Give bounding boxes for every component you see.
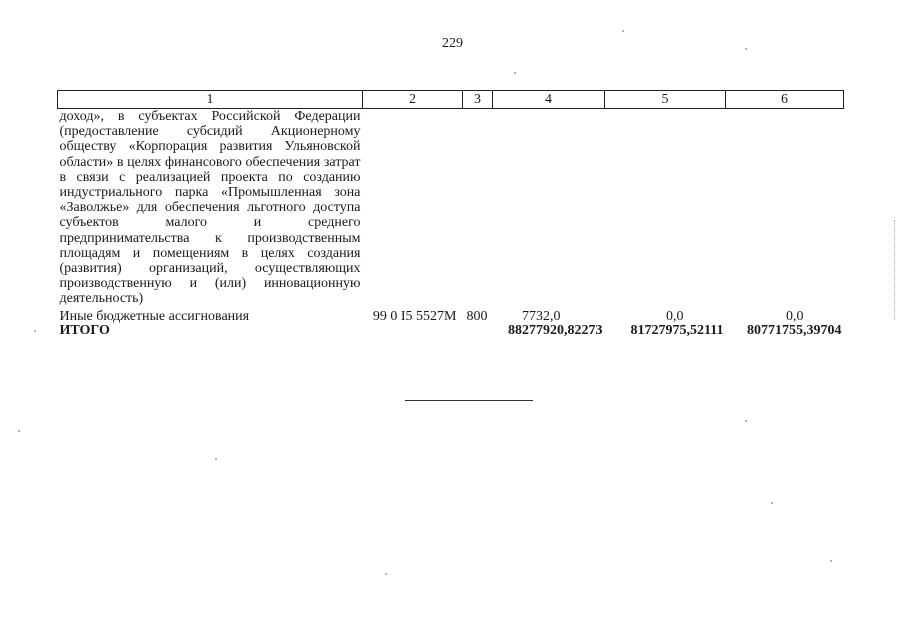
scan-speck [18,430,20,432]
total-year-3: 80771755,39704 [747,322,842,338]
row-label: Иные бюджетные ассигнования [59,308,250,324]
total-year-1: 88277920,82273 [508,322,603,338]
value-year-2: 0,0 [666,308,684,324]
value-year-3: 0,0 [786,308,804,324]
scan-speck [745,420,747,422]
scan-speck [385,573,387,575]
description-row [58,109,844,307]
total-year-2: 81727975,52111 [630,322,724,338]
target-code: 99 0 I5 5527M [372,308,457,324]
table-row [58,307,844,324]
end-divider [405,400,533,401]
column-header-3: 3 [463,91,493,109]
budget-table [57,90,844,338]
column-header-4: 4 [493,91,605,109]
column-number-row [58,91,844,109]
column-header-1: 1 [58,91,363,109]
description-text: доход», в субъектах Российской Федерации (предоставление субсидий Акционерному обществу «Корпорация развития Ульяновской области» в целях финансового обеспечения затрат в связи с реализацией проекта по созданию индустриального парка «Промышленная зона «Заволжье» для обеспечения льготного доступа субъектов малого и среднего предпринимательства к производственным площадям и помещениям в целях создания (развития) организаций, осуществляющих производственную и (или) инновационную деятельность) [59,109,361,307]
scan-edge-marks [892,220,895,320]
page-number: 229 [442,36,463,51]
column-header-2: 2 [363,91,463,109]
total-label: ИТОГО [59,322,110,338]
scan-speck [771,502,773,504]
value-year-1: 7732,0 [522,308,561,324]
scan-speck [514,72,516,74]
expense-type: 800 [466,308,488,324]
column-header-6: 6 [726,91,844,109]
scan-speck [830,560,832,562]
scan-speck [34,330,36,332]
scan-speck [622,30,624,32]
total-row [58,324,844,338]
scan-speck [745,48,747,50]
scan-speck [215,458,217,460]
column-header-5: 5 [605,91,726,109]
